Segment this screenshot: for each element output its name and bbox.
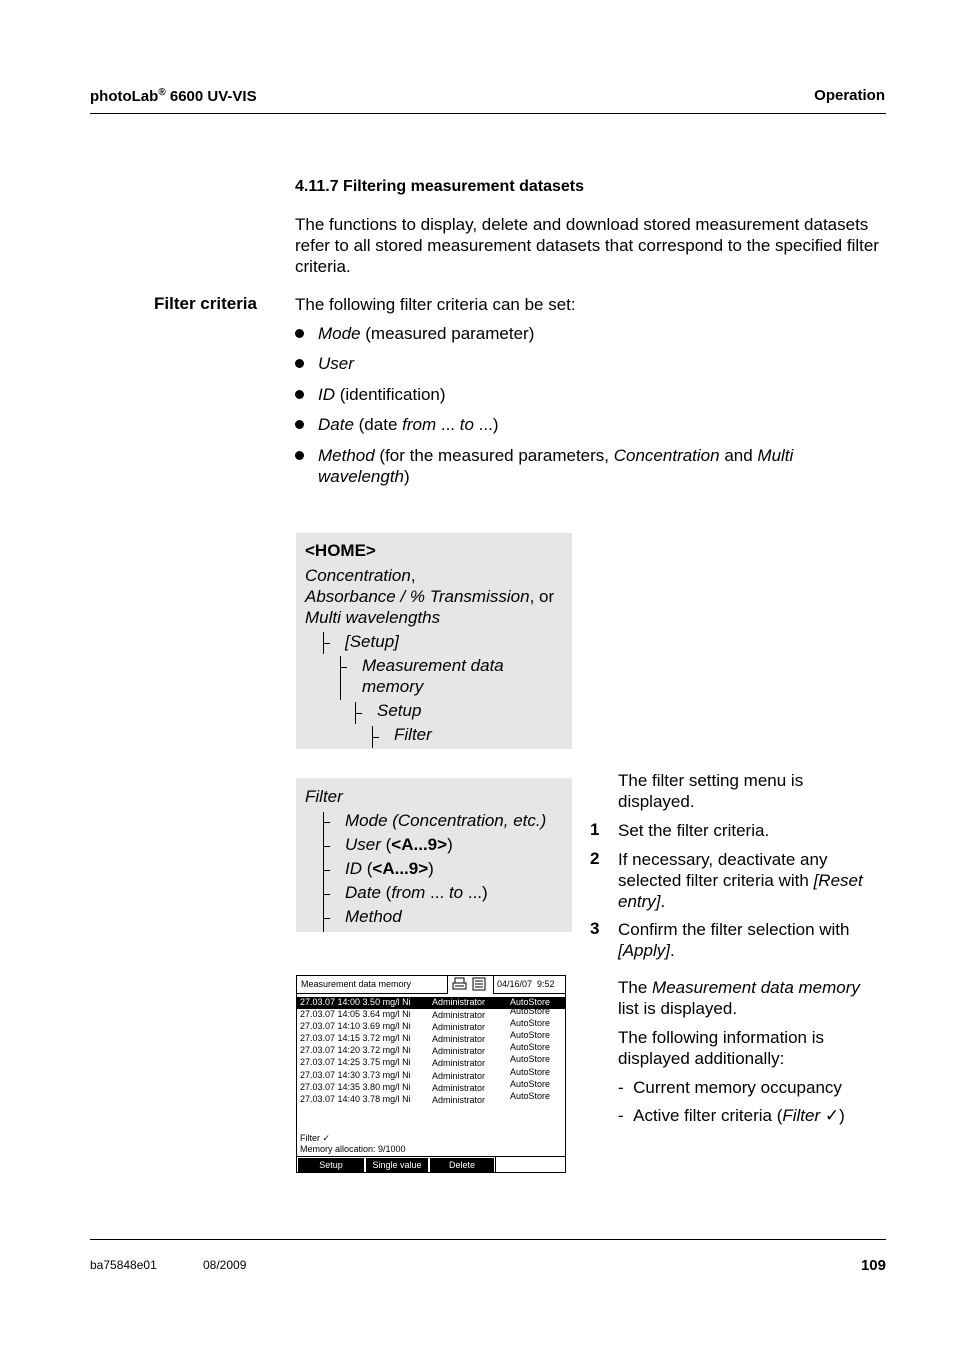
step-number-1: 1 bbox=[590, 820, 600, 839]
nav-home: <HOME> bbox=[305, 541, 376, 560]
screen-row[interactable]: 27.03.07 14:40 3.78 mg/l Ni Administrator AutoStore bbox=[300, 1091, 551, 1105]
bullet-dot bbox=[295, 359, 304, 368]
side-label-filter-criteria: Filter criteria bbox=[154, 294, 257, 313]
filter-method: Method bbox=[345, 907, 402, 926]
bullet-date: Date (date from ... to ...) bbox=[318, 415, 499, 434]
filter-date: Date (from ... to ...) bbox=[345, 883, 488, 902]
nav-absorbance: Absorbance / % Transmission, or bbox=[305, 587, 555, 606]
softkey-empty bbox=[495, 1157, 566, 1173]
tree-tick bbox=[323, 643, 330, 644]
bullet-dot bbox=[295, 451, 304, 460]
intro-paragraph: The functions to display, delete and download stored measurement datasets refer to all stored measurement datasets that correspond to the specified filter criteria. bbox=[295, 215, 879, 276]
tree-tick bbox=[323, 870, 330, 871]
tree-tick bbox=[323, 918, 330, 919]
printer-icon bbox=[452, 977, 467, 991]
tree-tick bbox=[323, 846, 330, 847]
bullet-mode: Mode (measured parameter) bbox=[318, 324, 535, 343]
softkey-delete[interactable]: Delete bbox=[430, 1158, 494, 1172]
screen-filter-label: Filter ✓ bbox=[300, 1133, 331, 1143]
tree-line bbox=[323, 812, 324, 932]
screen-row[interactable]: 27.03.07 14:25 3.75 mg/l Ni Administrator AutoStore bbox=[300, 1054, 551, 1068]
tree-tick bbox=[355, 713, 362, 714]
step-3: Confirm the filter selection with [Apply]. bbox=[618, 920, 850, 960]
screen-row[interactable]: 27.03.07 14:05 3.64 mg/l Ni Administrator AutoStore bbox=[300, 1006, 551, 1020]
filter-id: ID (<A...9>) bbox=[345, 859, 434, 878]
dash-item-occupancy: - Current memory occupancy bbox=[618, 1078, 842, 1097]
screen-memory-allocation: Memory allocation: 9/1000 bbox=[300, 1144, 406, 1154]
bullet-method: Method (for the measured parameters, Concentration and Multi wavelength) bbox=[318, 446, 794, 486]
footer-rule bbox=[90, 1239, 886, 1240]
footer-doc-number: ba75848e01 bbox=[90, 1258, 157, 1272]
step-1: Set the filter criteria. bbox=[618, 821, 770, 840]
step-menu-shown: The filter setting menu is displayed. bbox=[618, 771, 804, 811]
filter-user: User (<A...9>) bbox=[345, 835, 453, 854]
tree-tick bbox=[323, 894, 330, 895]
screen-row-selected[interactable]: 27.03.07 14:00 3.50 mg/l Ni Administrator AutoStore bbox=[297, 997, 565, 1009]
tree-tick bbox=[323, 822, 330, 823]
bullet-dot bbox=[295, 420, 304, 429]
screen-title: Measurement data memory bbox=[301, 979, 412, 989]
tree-tick bbox=[340, 667, 347, 668]
filter-box-title: Filter bbox=[305, 787, 343, 806]
header-rule bbox=[90, 113, 886, 114]
softkey-single-value[interactable]: Single value bbox=[366, 1158, 428, 1172]
bullet-id: ID (identification) bbox=[318, 385, 446, 404]
filter-intro: The following filter criteria can be set: bbox=[295, 295, 576, 314]
filter-mode: Mode (Concentration, etc.) bbox=[345, 811, 547, 830]
bullet-user: User bbox=[318, 354, 354, 373]
screen-row[interactable]: 27.03.07 14:30 3.73 mg/l Ni Administrator AutoStore bbox=[300, 1067, 551, 1081]
screen-row[interactable]: 27.03.07 14:10 3.69 mg/l Ni Administrator AutoStore bbox=[300, 1018, 551, 1032]
tree-line bbox=[340, 656, 341, 700]
tree-tick bbox=[372, 737, 379, 738]
nav-setup-button: [Setup] bbox=[345, 632, 399, 651]
screen-row[interactable]: 27.03.07 14:15 3.72 mg/l Ni Administrator AutoStore bbox=[300, 1030, 551, 1044]
following-info-text: The following information is displayed additionally: bbox=[618, 1028, 824, 1068]
step-2: If necessary, deactivate any selected filter criteria with [Reset entry]. bbox=[618, 850, 863, 911]
footer-date: 08/2009 bbox=[203, 1258, 247, 1272]
step-number-3: 3 bbox=[590, 919, 600, 938]
nav-setup: Setup bbox=[377, 701, 422, 720]
nav-memory-1: Measurement data bbox=[362, 656, 504, 675]
list-displayed-text: The Measurement data memory list is displayed. bbox=[618, 978, 860, 1018]
bullet-dot bbox=[295, 329, 304, 338]
header-product: photoLab® 6600 UV-VIS bbox=[90, 87, 257, 105]
screen-datetime: 04/16/07 9:52 bbox=[497, 979, 555, 989]
header-section: Operation bbox=[814, 87, 885, 104]
dash-item-filter: - Active filter criteria (Filter ✓) bbox=[618, 1106, 845, 1125]
page-number: 109 bbox=[860, 1257, 886, 1274]
nav-memory-2: memory bbox=[362, 677, 424, 696]
section-title: 4.11.7 Filtering measurement datasets bbox=[295, 178, 585, 195]
step-number-2: 2 bbox=[590, 849, 600, 868]
screen-row[interactable]: 27.03.07 14:35 3.80 mg/l Ni Administrator AutoStore bbox=[300, 1079, 551, 1093]
memory-icon bbox=[472, 977, 486, 991]
nav-filter: Filter bbox=[394, 725, 432, 744]
softkey-setup[interactable]: Setup bbox=[298, 1158, 364, 1172]
device-screen bbox=[296, 975, 566, 1173]
screen-row[interactable]: 27.03.07 14:20 3.72 mg/l Ni Administrator AutoStore bbox=[300, 1042, 551, 1056]
nav-concentration: Concentration, bbox=[305, 566, 416, 585]
bullet-dot bbox=[295, 390, 304, 399]
nav-multi: Multi wavelengths bbox=[305, 608, 441, 627]
